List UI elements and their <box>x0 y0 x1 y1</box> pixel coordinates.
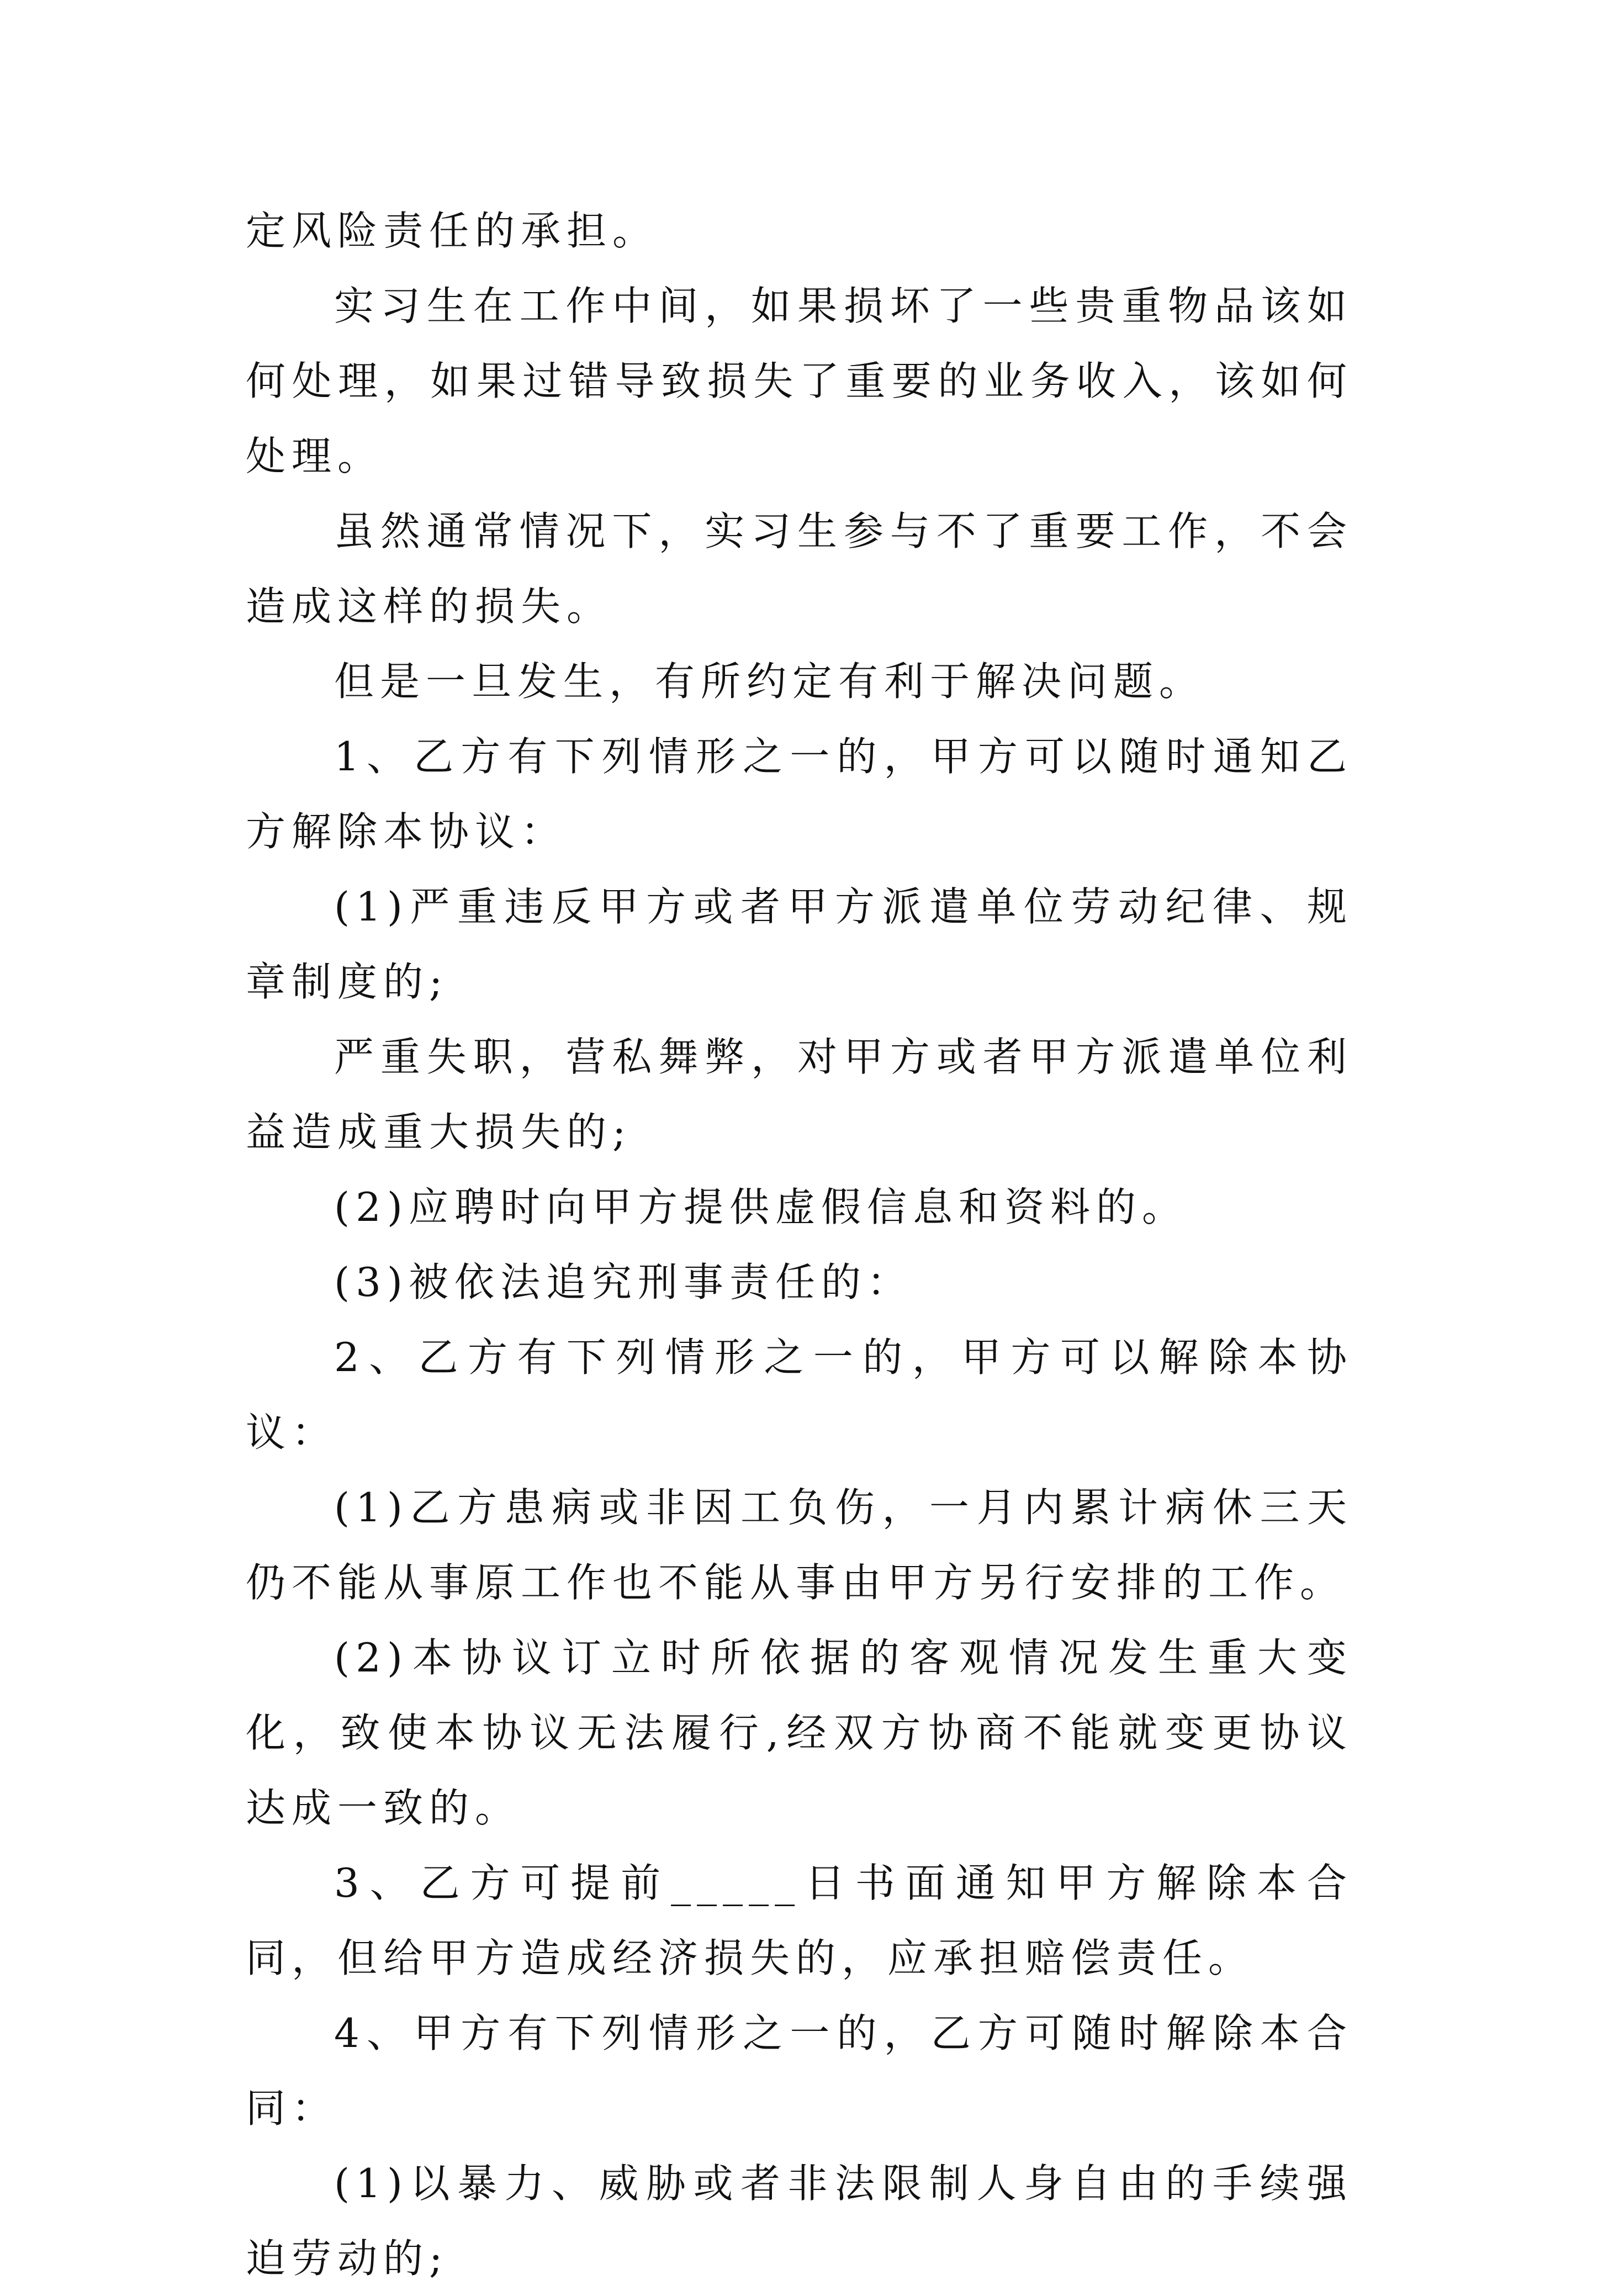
paragraph-0: 定风险责任的承担。 <box>246 208 659 254</box>
paragraph-3: 但是一旦发生，有所约定有利于解决问题。 <box>334 658 1205 705</box>
paragraph-12: 3、乙方可提前_____日书面通知甲方解除本合同，但给甲方造成经济损失的，应承担赔偿责任。 <box>246 1860 1353 1981</box>
paragraph-2: 虽然通常情况下，实习生参与不了重要工作，不会造成这样的损失。 <box>246 508 1353 629</box>
paragraph-6: 严重失职，营私舞弊，对甲方或者甲方派遣单位利益造成重大损失的; <box>246 1034 1353 1155</box>
paragraph-11: (2)本协议订立时所依据的客观情况发生重大变化，致使本协议无法履行,经双方协商不能就变更协议达成一致的。 <box>246 1634 1353 1831</box>
paragraph-13: 4、甲方有下列情形之一的，乙方可随时解除本合同： <box>246 2010 1353 2131</box>
paragraph-9: 2、乙方有下列情形之一的，甲方可以解除本协议： <box>246 1334 1353 1456</box>
document-page <box>246 193 1353 2296</box>
paragraph-5: (1)严重违反甲方或者甲方派遣单位劳动纪律、规章制度的; <box>246 884 1353 1005</box>
paragraph-1: 实习生在工作中间，如果损坏了一些贵重物品该如何处理，如果过错导致损失了重要的业务收入，该如何处理。 <box>246 283 1353 479</box>
paragraph-7: (2)应聘时向甲方提供虚假信息和资料的。 <box>334 1184 1188 1230</box>
paragraph-8: (3)被依法追究刑事责任的： <box>334 1259 913 1305</box>
paragraph-10: (1)乙方患病或非因工负伤，一月内累计病休三天仍不能从事原工作也不能从事由甲方另行安排的工作。 <box>246 1484 1353 1606</box>
paragraph-14: (1)以暴力、威胁或者非法限制人身自由的手续强迫劳动的; <box>246 2160 1353 2282</box>
paragraph-4: 1、乙方有下列情形之一的，甲方可以随时通知乙方解除本协议： <box>246 733 1353 855</box>
